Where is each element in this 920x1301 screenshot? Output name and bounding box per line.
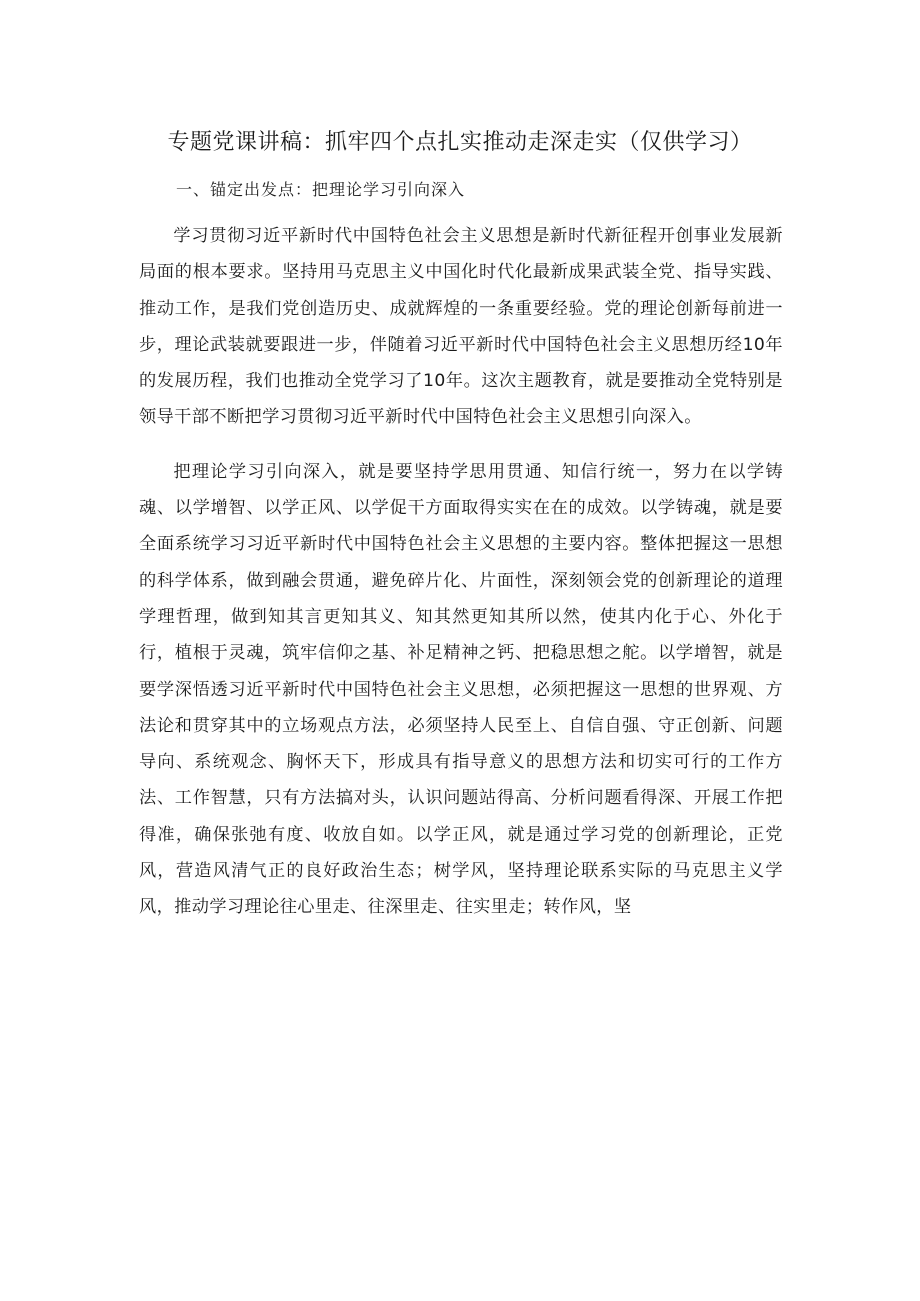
document-title: 专题党课讲稿：抓牢四个点扎实推动走深走实（仅供学习） xyxy=(167,130,753,155)
paragraph-1: 学习贯彻习近平新时代中国特色社会主义思想是新时代新征程开创事业发展新局面的根本要求。坚持用马克思主义中国化时代化最新成果武装全党、指导实践、推动工作，是我们党创造历史、成就辉煌的一条重要经验。党的理论创新每前进一步，理论武装就要跟进一步，伴随着习近平新时代中国特色社会主义思想历经10年的发展历程，我们也推动全党学习了10年。这次主题教育，就是要推动全党特别是领导干部不断把学习贯彻习近平新时代中国特色社会主义思想引向深入。 xyxy=(139,226,783,428)
section-heading: 一、锚定出发点：把理论学习引向深入 xyxy=(176,180,466,199)
paragraph-2: 把理论学习引向深入，就是要坚持学思用贯通、知信行统一，努力在以学铸魂、以学增智、以学正风、以学促干方面取得实实在在的成效。以学铸魂，就是要全面系统学习习近平新时代中国特色社会主义思想的主要内容。整体把握这一思想的科学体系，做到融会贯通，避免碎片化、片面性，深刻领会党的创新理论的道理学理哲理，做到知其言更知其义、知其然更知其所以然，使其内化于心、外化于行，植根于灵魂，筑牢信仰之基、补足精神之钙、把稳思想之舵。以学增智，就是要学深悟透习近平新时代中国特色社会主义思想，必须把握这一思想的世界观、方法论和贯穿其中的立场观点方法，必须坚持人民至上、自信自强、守正创新、问题导向、系统观念、胸怀天下，形成具有指导意义的思想方法和切实可行的工作方法、工作智慧，只有方法搞对头，认识问题站得高、分析问题看得深、开展工作把得准，确保张弛有度、收放自如。以学正风，就是通过学习党的创新理论，正党风，营造风清气正的良好政治生态；树学风，坚持理论联系实际的马克思主义学风，推动学习理论往心里走、往深里走、往实里走；转作风，坚 xyxy=(139,461,783,918)
document-body xyxy=(139,218,783,944)
